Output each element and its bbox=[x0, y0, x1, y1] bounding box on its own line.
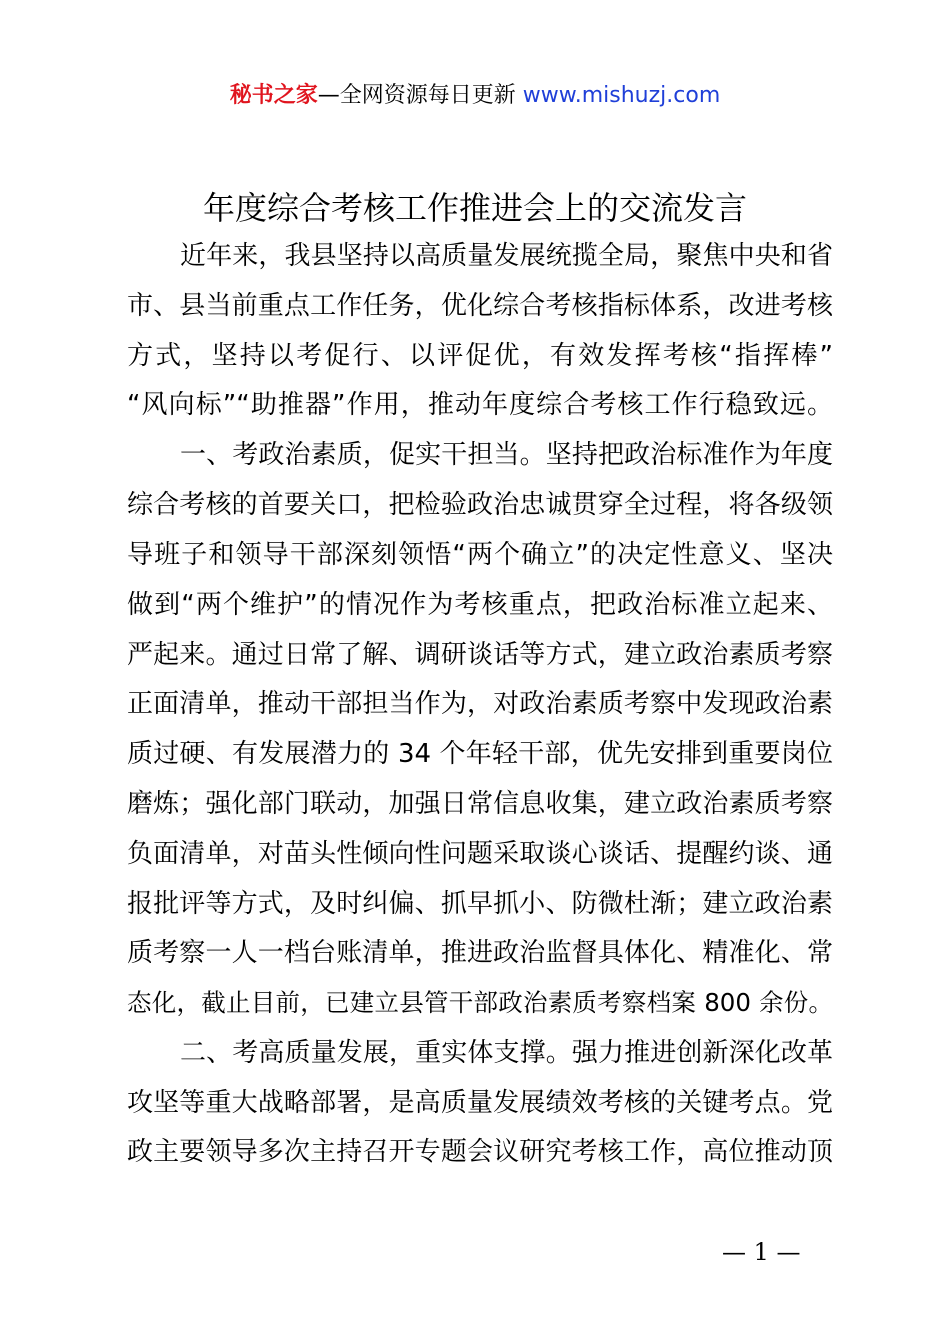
brand-name: 秘书之家 bbox=[229, 83, 318, 108]
body-line: 做到“两个维护”的情况作为考核重点，把政治标准立起来、 bbox=[127, 590, 833, 620]
body-line: 政主要领导多次主持召开专题会议研究考核工作，高位推动顶 bbox=[127, 1137, 833, 1167]
body-line: 攻坚等重大战略部署，是高质量发展绩效考核的关键考点。党 bbox=[127, 1088, 833, 1118]
body-line: 态化，截止目前，已建立县管干部政治素质考察档案 800 余份。 bbox=[127, 988, 833, 1017]
document-title: 年度综合考核工作推进会上的交流发言 bbox=[202, 189, 747, 227]
body-line: 质过硬、有发展潜力的 34 个年轻干部，优先安排到重要岗位 bbox=[127, 739, 833, 769]
body-line: 磨炼；强化部门联动，加强日常信息收集，建立政治素质考察 bbox=[127, 789, 833, 819]
site-header bbox=[0, 80, 950, 112]
body-line: “风向标”“助推器”作用，推动年度综合考核工作行稳致远。 bbox=[127, 390, 833, 420]
header-slogan: —全网资源每日更新 bbox=[317, 83, 516, 108]
body-line: 近年来，我县坚持以高质量发展统揽全局，聚焦中央和省 bbox=[180, 241, 833, 271]
body-line: 负面清单，对苗头性倾向性问题采取谈心谈话、提醒约谈、通 bbox=[127, 839, 833, 869]
body-line: 质考察一人一档台账清单，推进政治监督具体化、精准化、常 bbox=[127, 938, 833, 968]
body-line: 方式，坚持以考促行、以评促优，有效发挥考核“指挥棒” bbox=[127, 341, 833, 371]
body-line: 综合考核的首要关口，把检验政治忠诚贯穿全过程，将各级领 bbox=[127, 490, 833, 520]
page-number: — 1 — bbox=[722, 1238, 801, 1266]
body-line: 一、考政治素质，促实干担当。坚持把政治标准作为年度 bbox=[180, 440, 833, 470]
body-line: 正面清单，推动干部担当作为，对政治素质考察中发现政治素 bbox=[127, 689, 833, 719]
body-line: 二、考高质量发展，重实体支撑。强力推进创新深化改革 bbox=[180, 1038, 833, 1068]
site-url[interactable]: www.mishuzj.com bbox=[522, 83, 721, 108]
body-line: 市、县当前重点工作任务，优化综合考核指标体系，改进考核 bbox=[127, 291, 833, 321]
body-line: 严起来。通过日常了解、调研谈话等方式，建立政治素质考察 bbox=[127, 640, 833, 670]
body-line: 报批评等方式，及时纠偏、抓早抓小、防微杜渐；建立政治素 bbox=[127, 889, 833, 919]
body-line: 导班子和领导干部深刻领悟“两个确立”的决定性意义、坚决 bbox=[127, 540, 833, 570]
